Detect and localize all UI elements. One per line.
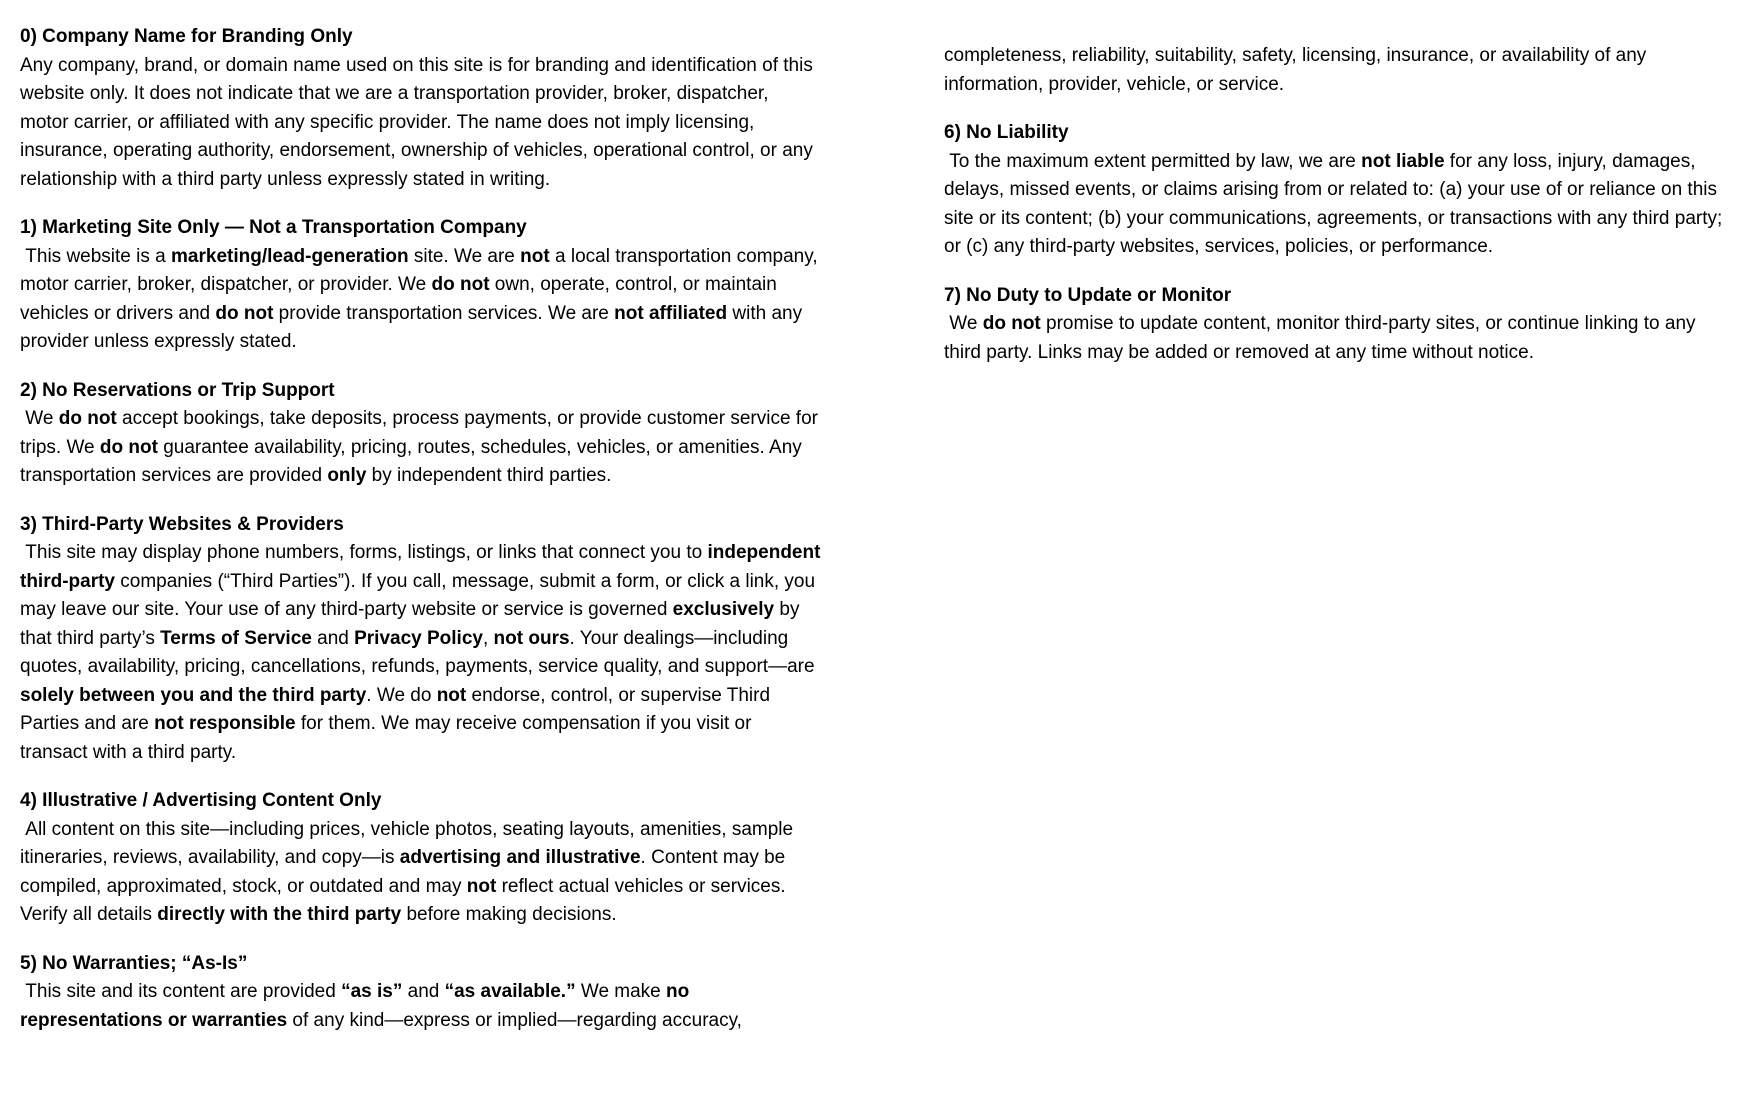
section-body: This website is a marketing/lead-generation site. We are not a local transportation company, motor carrier, broker, dispatcher, or provider. We do not own, operate, control, or maintain vehicles or drivers and do not provide transportation services. We are not affiliated with any provider unless expressly stated. bbox=[20, 245, 823, 352]
disclaimer-section bbox=[20, 511, 826, 768]
column-right bbox=[944, 42, 1732, 387]
section-heading: 1) Marketing Site Only — Not a Transportation Company bbox=[20, 217, 527, 238]
section-body: We do not accept bookings, take deposits, process payments, or provide customer service for trips. We do not guarantee availability, pricing, routes, schedules, vehicles, or amenities. Any transportation services are provided only by independent third parties. bbox=[20, 408, 824, 486]
section-heading: 4) Illustrative / Advertising Content Only bbox=[20, 790, 382, 811]
section-heading: 5) No Warranties; “As-Is” bbox=[20, 952, 248, 974]
section-body: We do not promise to update content, monitor third-party sites, or continue linking to any third party. Links may be added or removed at any time without notice. bbox=[944, 313, 1701, 363]
disclaimer-section bbox=[20, 377, 822, 491]
section-heading: 6) No Liability bbox=[944, 122, 1069, 143]
section-body: This site and its content are provided “as is” and “as available.” We make no representations or warranties of any kind—express or implied—regarding accuracy, bbox=[20, 981, 742, 1031]
section-body: Any company, brand, or domain name used on this site is for branding and identification of this website only. It does not indicate that we are a transportation provider, broker, dispatcher, motor carrier, or affiliated with any specific provider. The name does not imply licensing, insurance, operating authority, endorsement, ownership of vehicles, operational control, or any relationship with a third party unless expressly stated in writing. bbox=[20, 54, 819, 190]
section-heading: 7) No Duty to Update or Monitor bbox=[944, 284, 1232, 306]
disclaimer-section bbox=[20, 787, 822, 930]
disclaimer-section bbox=[20, 214, 822, 357]
section-body: completeness, reliability, suitability, safety, licensing, insurance, or availability of any information, provider, vehicle, or service. bbox=[944, 45, 1652, 95]
disclaimer-section bbox=[944, 119, 1732, 262]
section-body: This site may display phone numbers, forms, listings, or links that connect you to independent third-party companies (“Third Parties”). If you call, message, submit a form, or click a link, you may leave our site. Your use of any third-party website or service is governed exclusively by that third party’s Terms of Service and Privacy Policy, not ours. Your dealings—including quotes, availability, pricing, cancellations, refunds, payments, service quality, and support—are solely between you and the third party. We do not endorse, control, or supervise Third Parties and are not responsible for them. We may receive compensation if you visit or transact with a third party. bbox=[20, 542, 826, 763]
disclaimer-section bbox=[20, 950, 822, 1036]
disclaimer-section bbox=[944, 42, 1732, 99]
column-left bbox=[20, 23, 826, 1055]
disclaimer-section bbox=[944, 282, 1732, 368]
section-heading: 0) Company Name for Branding Only bbox=[20, 26, 353, 47]
disclaimer-section bbox=[20, 23, 822, 194]
section-body: All content on this site—including prices, vehicle photos, seating layouts, amenities, sample itineraries, reviews, availability, and copy—is advertising and illustrative. Content may be compiled, approximated, stock, or outdated and may not reflect actual vehicles or services. Verify all details directly with the third party before making decisions. bbox=[20, 818, 799, 925]
section-heading: 3) Third-Party Websites & Providers bbox=[20, 513, 344, 535]
section-heading: 2) No Reservations or Trip Support bbox=[20, 379, 335, 401]
section-body: To the maximum extent permitted by law, we are not liable for any loss, injury, damages, delays, missed events, or claims arising from or related to: (a) your use of or reliance on this site or its content; (b) your communications, agreements, or transactions with any third party; or (c) any third-party websites, services, policies, or performance. bbox=[944, 150, 1728, 257]
